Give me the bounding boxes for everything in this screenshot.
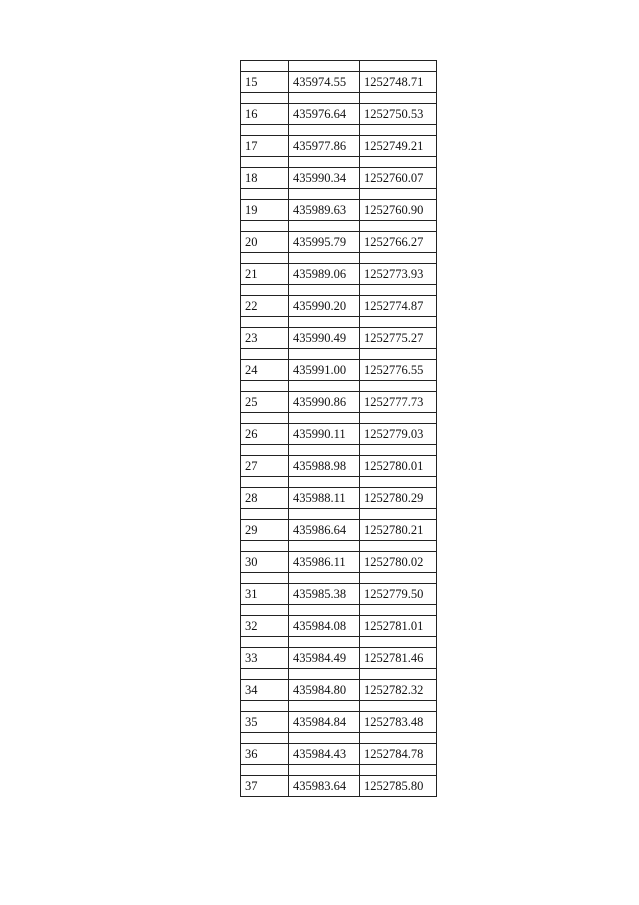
point-number-cell: 28: [241, 488, 289, 509]
spacer-row: [241, 541, 437, 552]
x-coordinate-cell: 435984.49: [289, 648, 360, 669]
spacer-row: [241, 765, 437, 776]
y-coordinate-cell: 1252777.73: [360, 392, 437, 413]
y-coordinate-cell: 1252749.21: [360, 136, 437, 157]
spacer-cell: [241, 765, 289, 776]
spacer-cell: [289, 637, 360, 648]
point-number-cell: 36: [241, 744, 289, 765]
y-coordinate-cell: 1252782.32: [360, 680, 437, 701]
table-row: [241, 328, 437, 349]
table-row: [241, 296, 437, 317]
spacer-cell: [241, 477, 289, 488]
spacer-cell: [241, 509, 289, 520]
y-coordinate-cell: 1252783.48: [360, 712, 437, 733]
point-number-cell: 27: [241, 456, 289, 477]
point-number-cell: 34: [241, 680, 289, 701]
x-coordinate-cell: 435984.80: [289, 680, 360, 701]
spacer-cell: [360, 765, 437, 776]
table-row: [241, 200, 437, 221]
point-number-cell: 31: [241, 584, 289, 605]
spacer-cell: [360, 605, 437, 616]
spacer-cell: [360, 509, 437, 520]
point-number-cell: 37: [241, 776, 289, 797]
spacer-cell: [241, 445, 289, 456]
spacer-row: [241, 349, 437, 360]
spacer-cell: [241, 317, 289, 328]
spacer-cell: [289, 509, 360, 520]
table-row: [241, 424, 437, 445]
point-number-cell: 20: [241, 232, 289, 253]
spacer-cell: [360, 413, 437, 424]
point-number-cell: 15: [241, 72, 289, 93]
spacer-cell: [360, 221, 437, 232]
y-coordinate-cell: 1252766.27: [360, 232, 437, 253]
x-coordinate-cell: 435976.64: [289, 104, 360, 125]
spacer-row: [241, 637, 437, 648]
spacer-row: [241, 157, 437, 168]
table-row: [241, 680, 437, 701]
y-coordinate-cell: 1252784.78: [360, 744, 437, 765]
spacer-row: [241, 445, 437, 456]
point-number-cell: 25: [241, 392, 289, 413]
spacer-cell: [360, 349, 437, 360]
spacer-row: [241, 733, 437, 744]
y-coordinate-cell: 1252748.71: [360, 72, 437, 93]
table-row: [241, 776, 437, 797]
y-coordinate-cell: 1252774.87: [360, 296, 437, 317]
spacer-row: [241, 285, 437, 296]
spacer-cell: [289, 221, 360, 232]
spacer-cell: [289, 669, 360, 680]
spacer-row: [241, 253, 437, 264]
spacer-row: [241, 413, 437, 424]
x-coordinate-cell: 435985.38: [289, 584, 360, 605]
spacer-cell: [289, 189, 360, 200]
spacer-cell: [360, 253, 437, 264]
spacer-cell: [289, 733, 360, 744]
y-coordinate-cell: 1252760.90: [360, 200, 437, 221]
spacer-cell: [241, 189, 289, 200]
spacer-cell: [241, 157, 289, 168]
spacer-cell: [360, 573, 437, 584]
coordinate-table-body: [241, 61, 437, 797]
spacer-cell: [241, 541, 289, 552]
y-coordinate-cell: 1252779.50: [360, 584, 437, 605]
spacer-cell: [360, 381, 437, 392]
x-coordinate-cell: 435984.84: [289, 712, 360, 733]
spacer-cell: [241, 637, 289, 648]
spacer-cell: [360, 61, 437, 72]
table-row: [241, 232, 437, 253]
spacer-cell: [360, 637, 437, 648]
x-coordinate-cell: 435990.34: [289, 168, 360, 189]
spacer-cell: [360, 445, 437, 456]
y-coordinate-cell: 1252773.93: [360, 264, 437, 285]
spacer-cell: [289, 285, 360, 296]
point-number-cell: 17: [241, 136, 289, 157]
y-coordinate-cell: 1252750.53: [360, 104, 437, 125]
x-coordinate-cell: 435989.63: [289, 200, 360, 221]
spacer-row: [241, 317, 437, 328]
spacer-cell: [241, 733, 289, 744]
table-row: [241, 616, 437, 637]
point-number-cell: 33: [241, 648, 289, 669]
x-coordinate-cell: 435986.64: [289, 520, 360, 541]
spacer-cell: [241, 125, 289, 136]
spacer-cell: [241, 61, 289, 72]
table-row: [241, 712, 437, 733]
spacer-cell: [241, 221, 289, 232]
point-number-cell: 19: [241, 200, 289, 221]
spacer-cell: [289, 541, 360, 552]
x-coordinate-cell: 435991.00: [289, 360, 360, 381]
spacer-cell: [289, 381, 360, 392]
spacer-row: [241, 573, 437, 584]
spacer-cell: [241, 381, 289, 392]
x-coordinate-cell: 435995.79: [289, 232, 360, 253]
x-coordinate-cell: 435990.11: [289, 424, 360, 445]
spacer-cell: [241, 93, 289, 104]
y-coordinate-cell: 1252780.29: [360, 488, 437, 509]
x-coordinate-cell: 435984.43: [289, 744, 360, 765]
spacer-row: [241, 61, 437, 72]
point-number-cell: 24: [241, 360, 289, 381]
x-coordinate-cell: 435974.55: [289, 72, 360, 93]
table-row: [241, 648, 437, 669]
point-number-cell: 30: [241, 552, 289, 573]
spacer-cell: [360, 125, 437, 136]
y-coordinate-cell: 1252779.03: [360, 424, 437, 445]
table-row: [241, 584, 437, 605]
table-row: [241, 72, 437, 93]
spacer-cell: [289, 477, 360, 488]
y-coordinate-cell: 1252760.07: [360, 168, 437, 189]
spacer-cell: [289, 253, 360, 264]
x-coordinate-cell: 435988.98: [289, 456, 360, 477]
spacer-row: [241, 189, 437, 200]
x-coordinate-cell: 435977.86: [289, 136, 360, 157]
table-row: [241, 264, 437, 285]
y-coordinate-cell: 1252776.55: [360, 360, 437, 381]
table-row: [241, 744, 437, 765]
x-coordinate-cell: 435986.11: [289, 552, 360, 573]
table-row: [241, 168, 437, 189]
y-coordinate-cell: 1252781.46: [360, 648, 437, 669]
spacer-cell: [241, 669, 289, 680]
spacer-cell: [289, 157, 360, 168]
spacer-cell: [289, 445, 360, 456]
spacer-cell: [289, 701, 360, 712]
spacer-cell: [289, 125, 360, 136]
x-coordinate-cell: 435983.64: [289, 776, 360, 797]
spacer-cell: [360, 669, 437, 680]
spacer-cell: [360, 317, 437, 328]
table-row: [241, 392, 437, 413]
x-coordinate-cell: 435990.49: [289, 328, 360, 349]
spacer-cell: [289, 413, 360, 424]
spacer-cell: [289, 61, 360, 72]
spacer-cell: [289, 765, 360, 776]
spacer-cell: [289, 349, 360, 360]
point-number-cell: 21: [241, 264, 289, 285]
spacer-cell: [289, 573, 360, 584]
spacer-cell: [241, 573, 289, 584]
spacer-cell: [241, 349, 289, 360]
x-coordinate-cell: 435989.06: [289, 264, 360, 285]
coordinate-table: [240, 60, 437, 797]
spacer-cell: [360, 701, 437, 712]
point-number-cell: 18: [241, 168, 289, 189]
y-coordinate-cell: 1252780.02: [360, 552, 437, 573]
point-number-cell: 23: [241, 328, 289, 349]
spacer-row: [241, 605, 437, 616]
table-row: [241, 488, 437, 509]
y-coordinate-cell: 1252775.27: [360, 328, 437, 349]
spacer-row: [241, 125, 437, 136]
spacer-cell: [289, 317, 360, 328]
spacer-row: [241, 477, 437, 488]
spacer-cell: [360, 285, 437, 296]
spacer-cell: [241, 605, 289, 616]
spacer-cell: [241, 253, 289, 264]
spacer-row: [241, 93, 437, 104]
spacer-cell: [289, 605, 360, 616]
spacer-cell: [360, 93, 437, 104]
spacer-cell: [241, 285, 289, 296]
x-coordinate-cell: 435984.08: [289, 616, 360, 637]
spacer-row: [241, 509, 437, 520]
point-number-cell: 16: [241, 104, 289, 125]
spacer-cell: [241, 413, 289, 424]
table-row: [241, 552, 437, 573]
table-row: [241, 104, 437, 125]
point-number-cell: 29: [241, 520, 289, 541]
point-number-cell: 22: [241, 296, 289, 317]
spacer-cell: [360, 733, 437, 744]
table-row: [241, 360, 437, 381]
table-row: [241, 456, 437, 477]
spacer-cell: [360, 541, 437, 552]
spacer-row: [241, 221, 437, 232]
spacer-row: [241, 701, 437, 712]
y-coordinate-cell: 1252780.21: [360, 520, 437, 541]
spacer-cell: [360, 477, 437, 488]
y-coordinate-cell: 1252780.01: [360, 456, 437, 477]
y-coordinate-cell: 1252781.01: [360, 616, 437, 637]
spacer-row: [241, 669, 437, 680]
table-row: [241, 520, 437, 541]
spacer-cell: [360, 157, 437, 168]
x-coordinate-cell: 435990.20: [289, 296, 360, 317]
point-number-cell: 35: [241, 712, 289, 733]
spacer-cell: [241, 701, 289, 712]
point-number-cell: 32: [241, 616, 289, 637]
spacer-cell: [360, 189, 437, 200]
x-coordinate-cell: 435990.86: [289, 392, 360, 413]
y-coordinate-cell: 1252785.80: [360, 776, 437, 797]
table-row: [241, 136, 437, 157]
spacer-cell: [289, 93, 360, 104]
point-number-cell: 26: [241, 424, 289, 445]
spacer-row: [241, 381, 437, 392]
x-coordinate-cell: 435988.11: [289, 488, 360, 509]
